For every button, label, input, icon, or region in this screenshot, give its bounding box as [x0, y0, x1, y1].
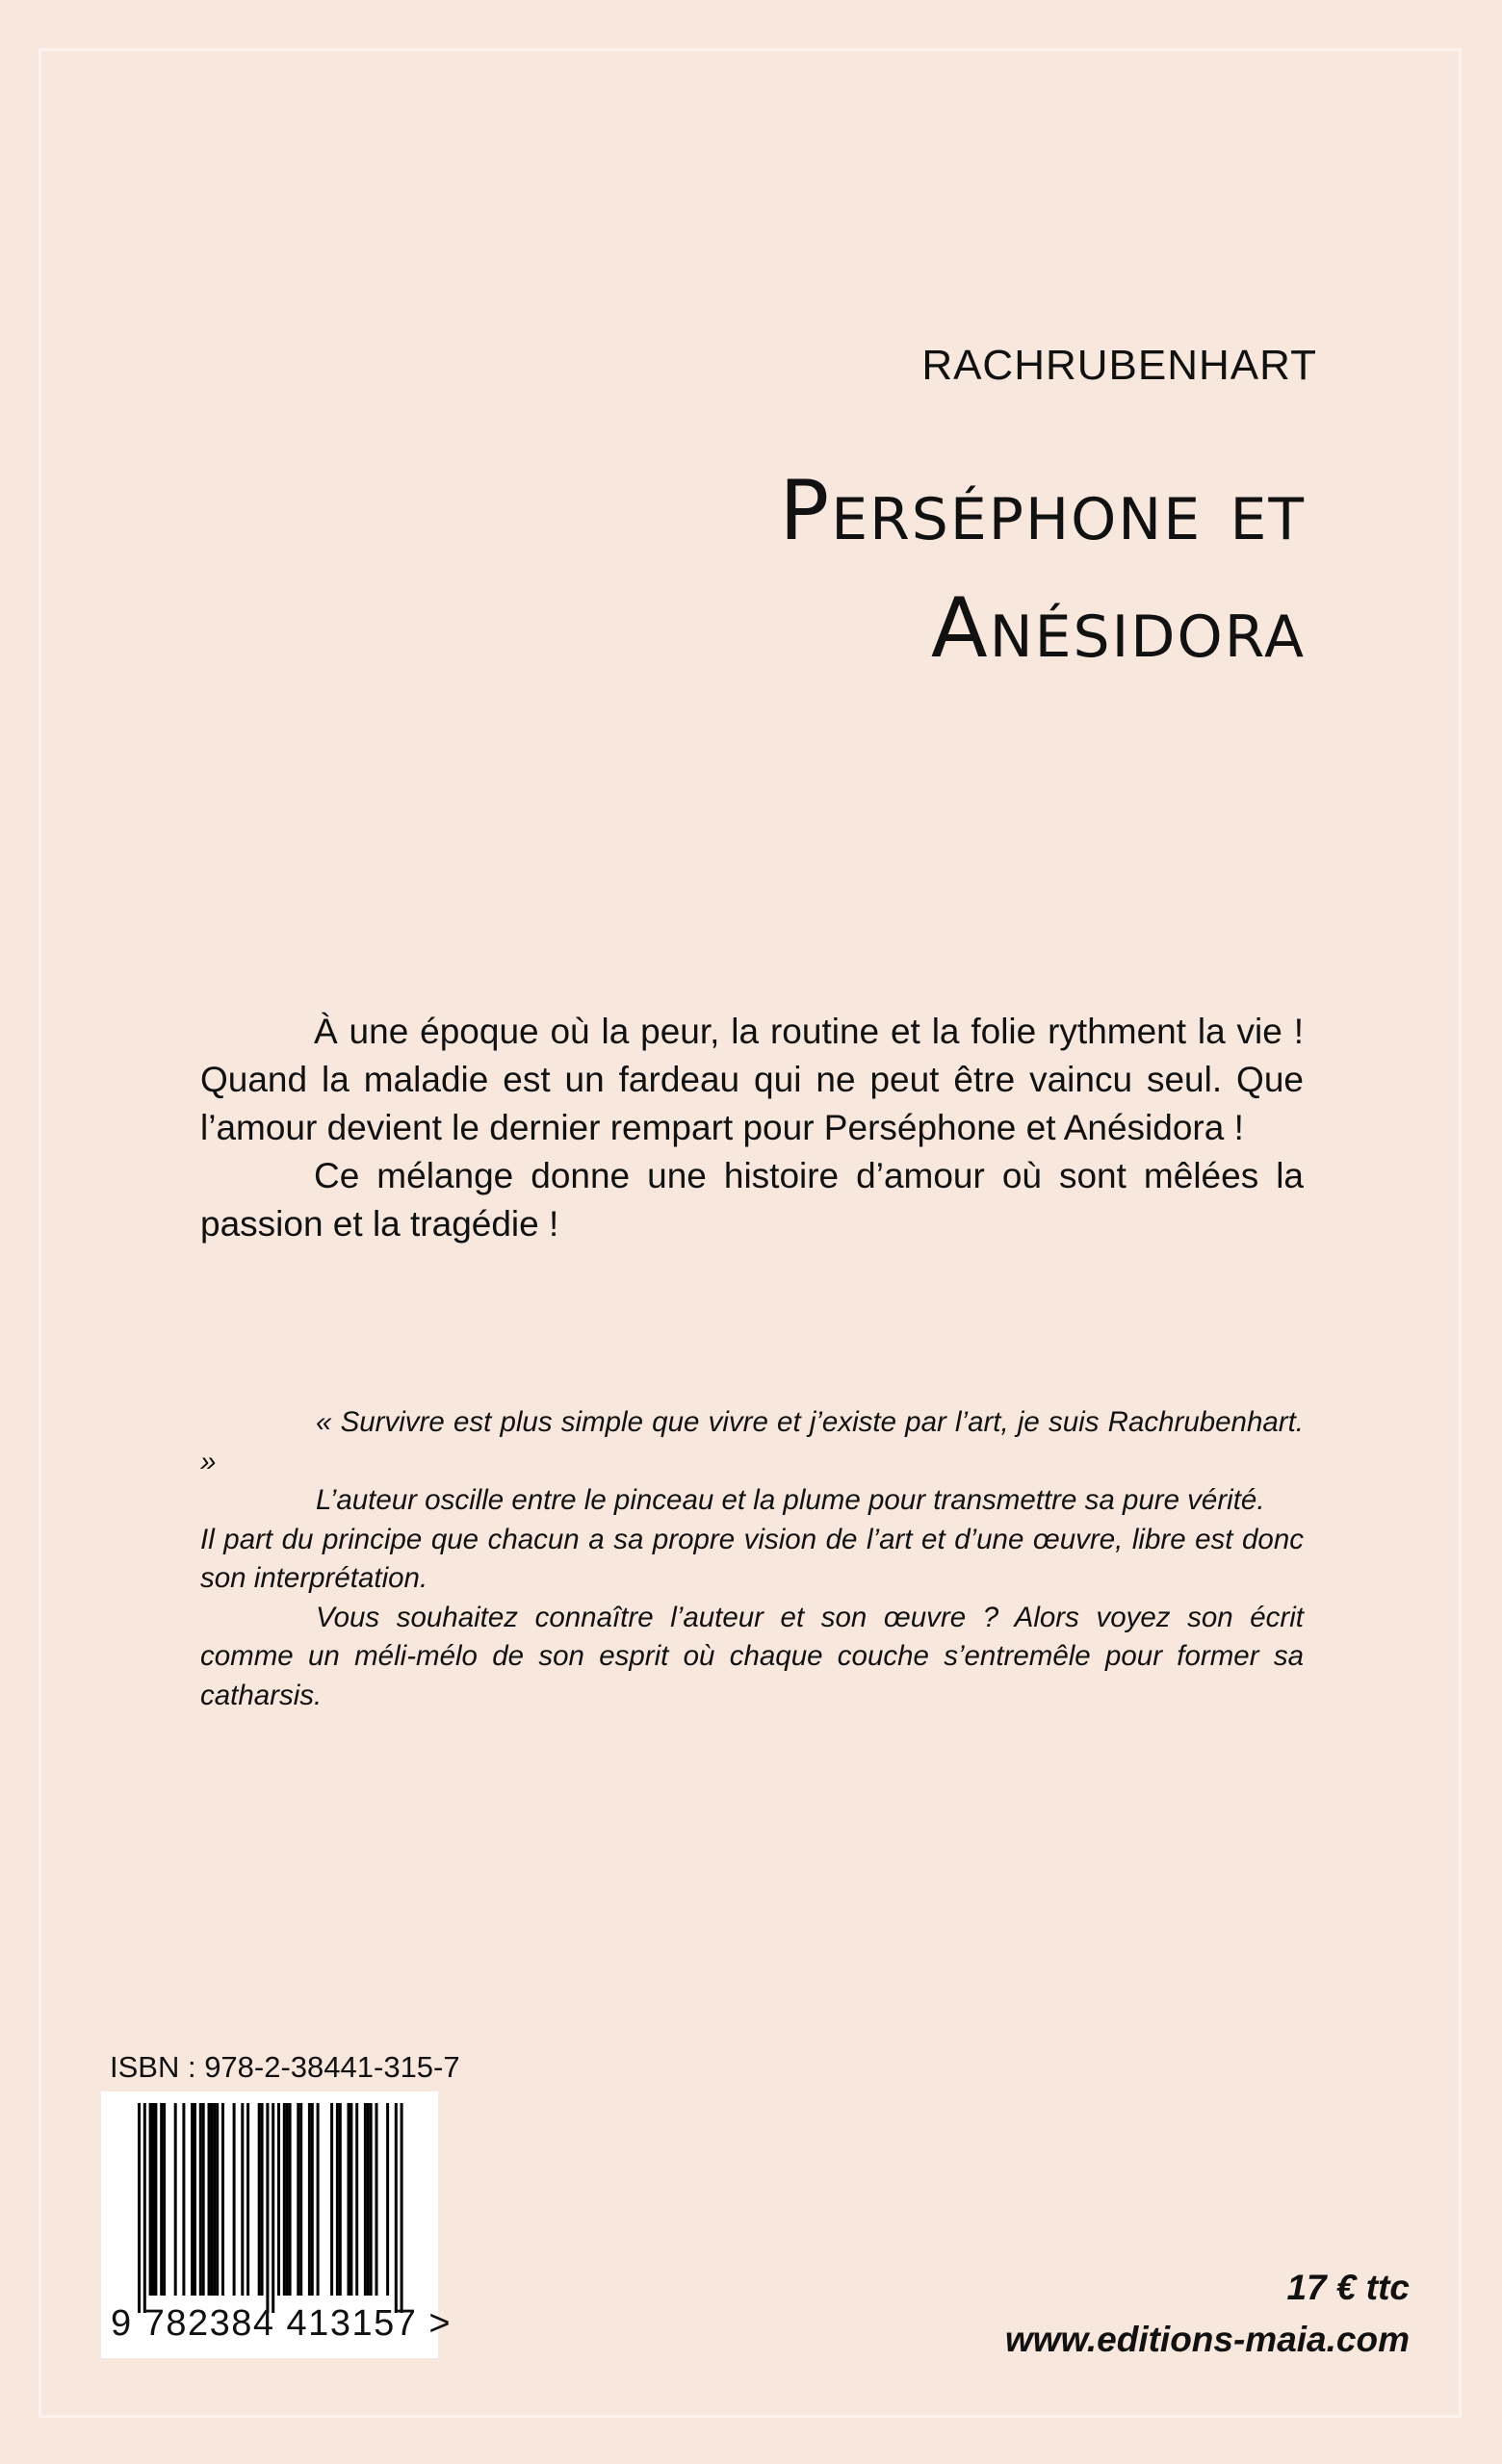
barcode-bar	[401, 2103, 403, 2313]
barcode-bar	[266, 2103, 269, 2313]
barcode-bar	[367, 2103, 370, 2296]
barcode-bar	[154, 2103, 157, 2296]
barcode-bar	[258, 2103, 261, 2296]
barcode-bar	[246, 2103, 249, 2296]
author-bio	[200, 1403, 1304, 1715]
barcode-bar	[149, 2103, 152, 2296]
barcode-bar	[208, 2103, 211, 2296]
barcode-bar	[297, 2103, 299, 2296]
barcode-bar	[213, 2103, 216, 2296]
barcode-bar	[160, 2103, 163, 2296]
book-summary	[200, 1008, 1304, 1248]
barcode-bar	[191, 2103, 194, 2296]
barcode-bar	[216, 2103, 219, 2296]
barcode-bar	[277, 2103, 280, 2296]
book-title-line-1: Perséphone et	[779, 463, 1306, 559]
summary-paragraph: À une époque où la peur, la routine et la folie rythment la vie ! Quand la maladie est un fardeau qui ne peut être vaincu seul. Que l’amour devient le dernier rempart pour Perséphone et Anésidora !	[200, 1012, 1304, 1147]
barcode-bar	[330, 2103, 333, 2296]
book-title-line-2: Anésidora	[930, 580, 1306, 677]
barcode-bar	[339, 2103, 342, 2296]
barcode-bar	[348, 2103, 350, 2296]
barcode-bar	[286, 2103, 289, 2296]
barcode-bar	[210, 2103, 213, 2296]
barcode-bar	[370, 2103, 373, 2296]
barcode-bar	[317, 2103, 320, 2296]
barcode-bar	[308, 2103, 311, 2296]
barcode-bar	[202, 2103, 205, 2296]
barcode-bar	[283, 2103, 286, 2296]
barcode	[101, 2092, 453, 2358]
barcode-bar	[199, 2103, 202, 2296]
barcode-bar	[376, 2103, 378, 2296]
barcode-bar	[182, 2103, 185, 2296]
publisher-website: www.editions-maia.com	[1004, 2320, 1410, 2359]
barcode-bar	[364, 2103, 367, 2296]
bio-paragraph: L’auteur oscille entre le pinceau et la plume pour transmettre sa pure vérité.	[316, 1484, 1265, 1516]
barcode-bar	[138, 2103, 141, 2313]
barcode-bar	[143, 2103, 146, 2313]
barcode-bar	[350, 2103, 352, 2296]
price: 17 € ttc	[1286, 2268, 1410, 2307]
barcode-bar	[311, 2103, 314, 2296]
summary-paragraph: Ce mélange donne une histoire d’amour où sont mêlées la passion et la tragédie !	[200, 1156, 1304, 1244]
barcode-bar	[241, 2103, 244, 2296]
barcode-bar	[386, 2103, 389, 2296]
barcode-digits: 9 782384 413157 >	[111, 2303, 453, 2344]
author-name: RACHRUBENHART	[921, 342, 1317, 389]
barcode-bar	[233, 2103, 236, 2296]
barcode-bar	[261, 2103, 264, 2296]
barcode-bar	[272, 2103, 274, 2313]
bio-quote: « Survivre est plus simple que vivre et j’existe par l’art, je suis Rachrubenhart. »	[200, 1406, 1304, 1477]
barcode-bar	[152, 2103, 155, 2296]
barcode-bar	[174, 2103, 177, 2296]
barcode-bar	[221, 2103, 224, 2296]
barcode-bar	[299, 2103, 302, 2296]
bio-paragraph: Il part du principe que chacun a sa propre vision de l’art et d’une œuvre, libre est donc son interprétation.	[200, 1523, 1304, 1594]
barcode-bar	[355, 2103, 358, 2296]
book-title	[439, 452, 1306, 687]
barcode-bar	[194, 2103, 196, 2296]
barcode-bar	[289, 2103, 292, 2296]
isbn-label: ISBN : 978-2-38441-315-7	[110, 2050, 460, 2084]
barcode-bar	[163, 2103, 166, 2296]
barcode-bar	[395, 2103, 398, 2313]
bio-paragraph: Vous souhaitez connaître l’auteur et son œuvre ? Alors voyez son écrit comme un méli-mélo de son esprit où chaque couche s’entremêle pour former sa catharsis.	[200, 1601, 1304, 1711]
barcode-bar	[336, 2103, 339, 2296]
